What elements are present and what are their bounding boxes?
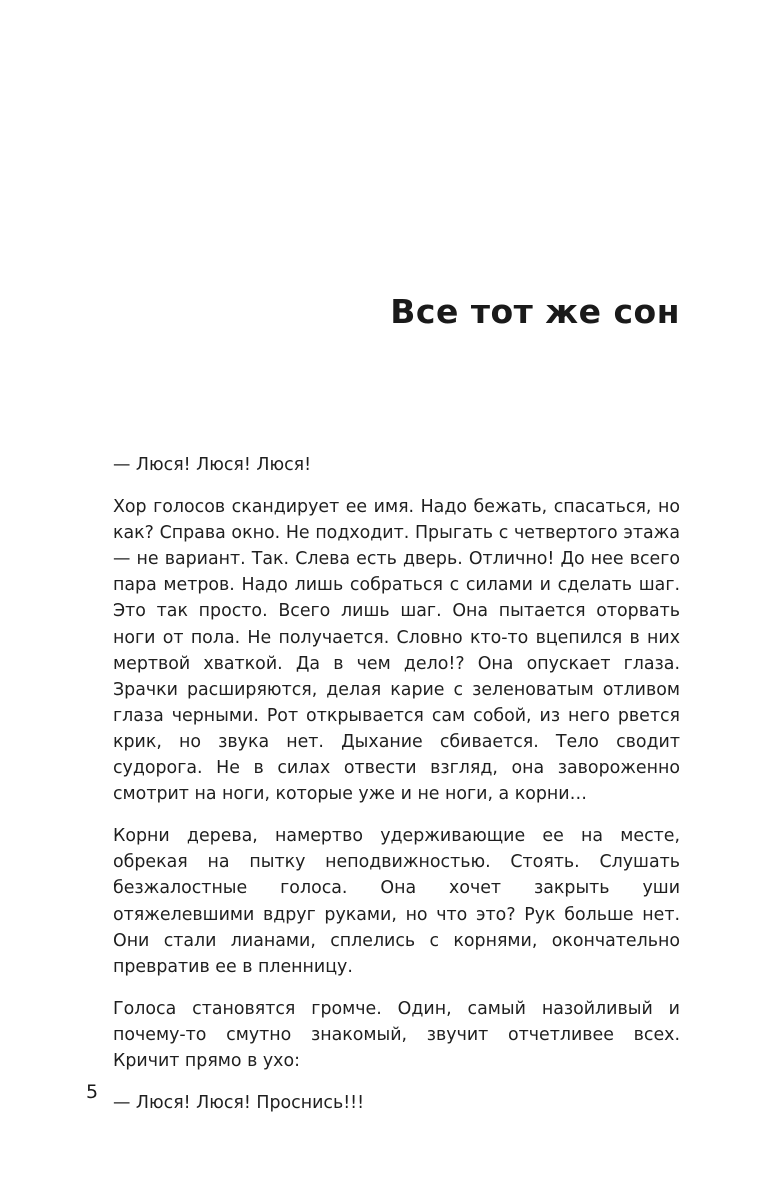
paragraph-dialogue-2: — Люся! Люся! Проснись!!!: [113, 1093, 365, 1114]
paragraph-3: Голоса становятся громче. Один, самый назойливый и почему-то смутно знакомый, звучит отчетливее всех. Кричит прямо в ухо:: [113, 998, 680, 1071]
body-text: [113, 452, 680, 1132]
page-number: 5: [86, 1081, 99, 1103]
paragraph-2: Корни дерева, намертво удерживающие ее на месте, обрекая на пытку неподвижностью. Стоять. Слушать безжалостные голоса. Она хочет закрыть уши отяжелевшими вдруг руками, но что это? Рук больше нет. Они стали лианами, сплелись с корнями, окончательно превратив ее в пленницу.: [113, 826, 680, 977]
paragraph-dialogue-1: — Люся! Люся! Люся!: [113, 455, 312, 475]
chapter-title: Все тот же сон: [390, 292, 680, 331]
paragraph-1: Хор голосов скандирует ее имя. Надо бежать, спасаться, но как? Справа окно. Не подходит. Прыгать с четвертого этажа — не вариант. Так. Слева есть дверь. Отлично! До нее всего пара метров. Надо лишь собраться с силами и сделать шаг. Это так просто. Всего лишь шаг. Она пытается оторвать ноги от пола. Не получается. Словно кто-то вцепился в них мертвой хваткой. Да в чем дело!? Она опускает глаза. Зрачки расширяются, делая карие с зеленоватым отливом глаза черными. Рот открывается сам собой, из него рвется крик, но звука нет. Дыхание сбивается. Тело сводит судорога. Не в силах отвести взгляд, она завороженно смотрит на ноги, которые уже и не ноги, а корни…: [113, 497, 680, 805]
